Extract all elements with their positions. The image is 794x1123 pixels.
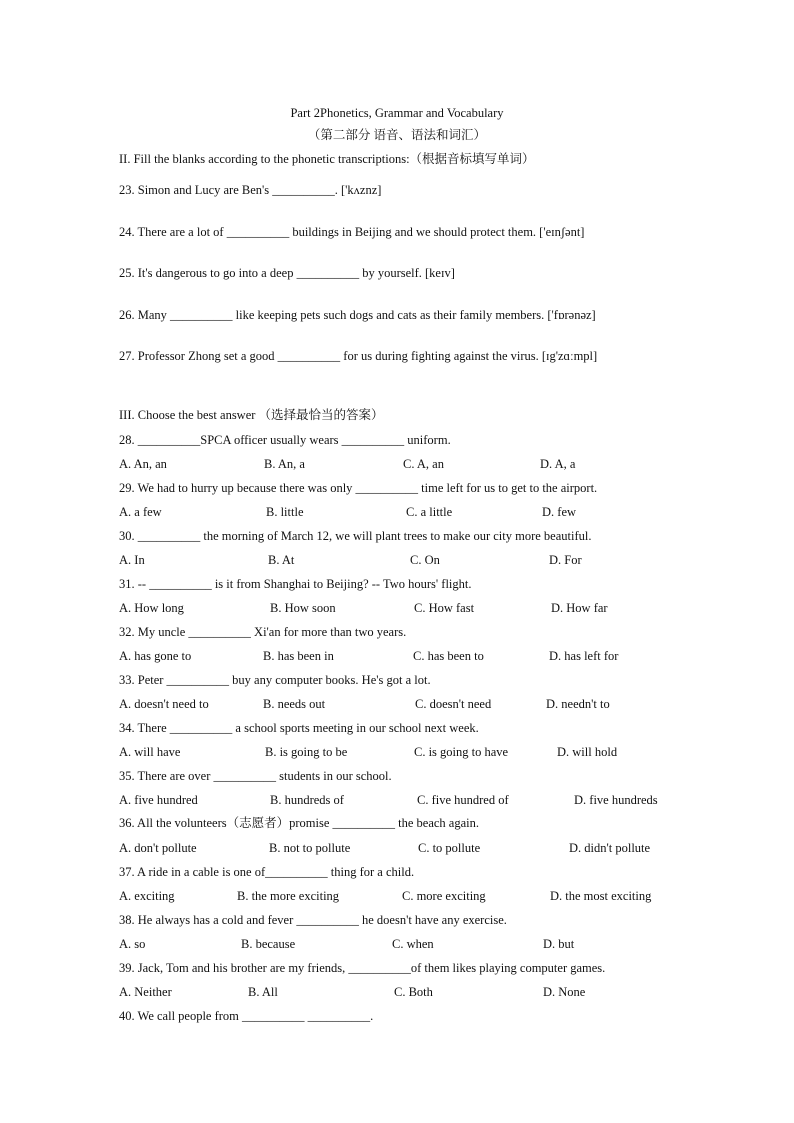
option-29-b: B. little [266,505,304,519]
option-31-a: A. How long [119,601,184,615]
option-39-b: B. All [248,985,278,999]
option-39-d: D. None [543,985,586,999]
option-30-a: A. In [119,553,145,567]
page-title: Part 2Phonetics, Grammar and Vocabulary [290,106,504,120]
option-36-c: C. to pollute [418,841,481,855]
option-31-b: B. How soon [270,601,336,615]
option-38-a: A. so [119,937,146,951]
option-28-a: A. An, an [119,457,167,471]
option-33-d: D. needn't to [546,697,610,711]
question-38: 38. He always has a cold and fever __________ he doesn't have any exercise. [119,913,507,927]
option-35-c: C. five hundred of [417,793,509,807]
option-38-b: B. because [241,937,296,951]
option-35-b: B. hundreds of [270,793,344,807]
question-29: 29. We had to hurry up because there was only __________ time left for us to get to the airport. [119,481,598,495]
option-31-d: D. How far [551,601,608,615]
option-29-a: A. a few [119,505,162,519]
option-31-c: C. How fast [414,601,475,615]
option-38-d: D. but [543,937,575,951]
option-37-b: B. the more exciting [237,889,340,903]
option-33-c: C. doesn't need [415,697,492,711]
option-36-d: D. didn't pollute [569,841,651,855]
option-37-c: C. more exciting [402,889,486,903]
option-34-a: A. will have [119,745,181,759]
question-25: 25. It's dangerous to go into a deep __________ by yourself. [keɪv] [119,266,455,280]
question-33: 33. Peter __________ buy any computer books. He's got a lot. [119,673,431,687]
option-28-b: B. An, a [264,457,305,471]
option-39-c: C. Both [394,985,433,999]
question-31: 31. -- __________ is it from Shanghai to Beijing? -- Two hours' flight. [119,577,472,591]
option-32-d: D. has left for [549,649,619,663]
question-39: 39. Jack, Tom and his brother are my friends, __________of them likes playing computer games. [119,961,606,975]
section-3-heading: III. Choose the best answer （选择最恰当的答案） [119,408,384,422]
question-27: 27. Professor Zhong set a good __________ for us during fighting against the virus. [ɪg'zɑːmpl] [119,349,598,363]
option-37-a: A. exciting [119,889,175,903]
question-23: 23. Simon and Lucy are Ben's __________. ['kʌznz] [119,183,382,197]
question-30: 30. __________ the morning of March 12, we will plant trees to make our city more beautiful. [119,529,592,543]
question-28: 28. __________SPCA officer usually wears __________ uniform. [119,433,451,447]
option-29-c: C. a little [406,505,453,519]
option-30-d: D. For [549,553,582,567]
option-34-c: C. is going to have [414,745,509,759]
option-36-b: B. not to pollute [269,841,351,855]
option-37-d: D. the most exciting [550,889,652,903]
option-34-d: D. will hold [557,745,618,759]
option-32-a: A. has gone to [119,649,192,663]
question-37: 37. A ride in a cable is one of__________ thing for a child. [119,865,415,879]
option-39-a: A. Neither [119,985,172,999]
section-2-heading: II. Fill the blanks according to the phonetic transcriptions:（根据音标填写单词） [119,152,535,166]
page-subtitle: （第二部分 语音、语法和词汇） [307,128,487,142]
option-28-d: D. A, a [540,457,576,471]
option-35-a: A. five hundred [119,793,198,807]
question-36: 36. All the volunteers（志愿者）promise __________ the beach again. [119,816,480,830]
question-40: 40. We call people from __________ __________. [119,1009,374,1023]
option-34-b: B. is going to be [265,745,348,759]
option-38-c: C. when [392,937,434,951]
question-35: 35. There are over __________ students in our school. [119,769,392,783]
question-32: 32. My uncle __________ Xi'an for more than two years. [119,625,407,639]
option-35-d: D. five hundreds [574,793,658,807]
option-33-a: A. doesn't need to [119,697,209,711]
question-24: 24. There are a lot of __________ buildings in Beijing and we should protect them. ['eɪnʃənt] [119,225,585,239]
option-36-a: A. don't pollute [119,841,197,855]
option-28-c: C. A, an [403,457,444,471]
option-33-b: B. needs out [263,697,326,711]
option-30-b: B. At [268,553,295,567]
option-29-d: D. few [542,505,577,519]
question-26: 26. Many __________ like keeping pets such dogs and cats as their family members. ['fɒrənəz] [119,308,596,322]
option-32-c: C. has been to [413,649,484,663]
option-30-c: C. On [410,553,440,567]
question-34: 34. There __________ a school sports meeting in our school next week. [119,721,479,735]
option-32-b: B. has been in [263,649,334,663]
